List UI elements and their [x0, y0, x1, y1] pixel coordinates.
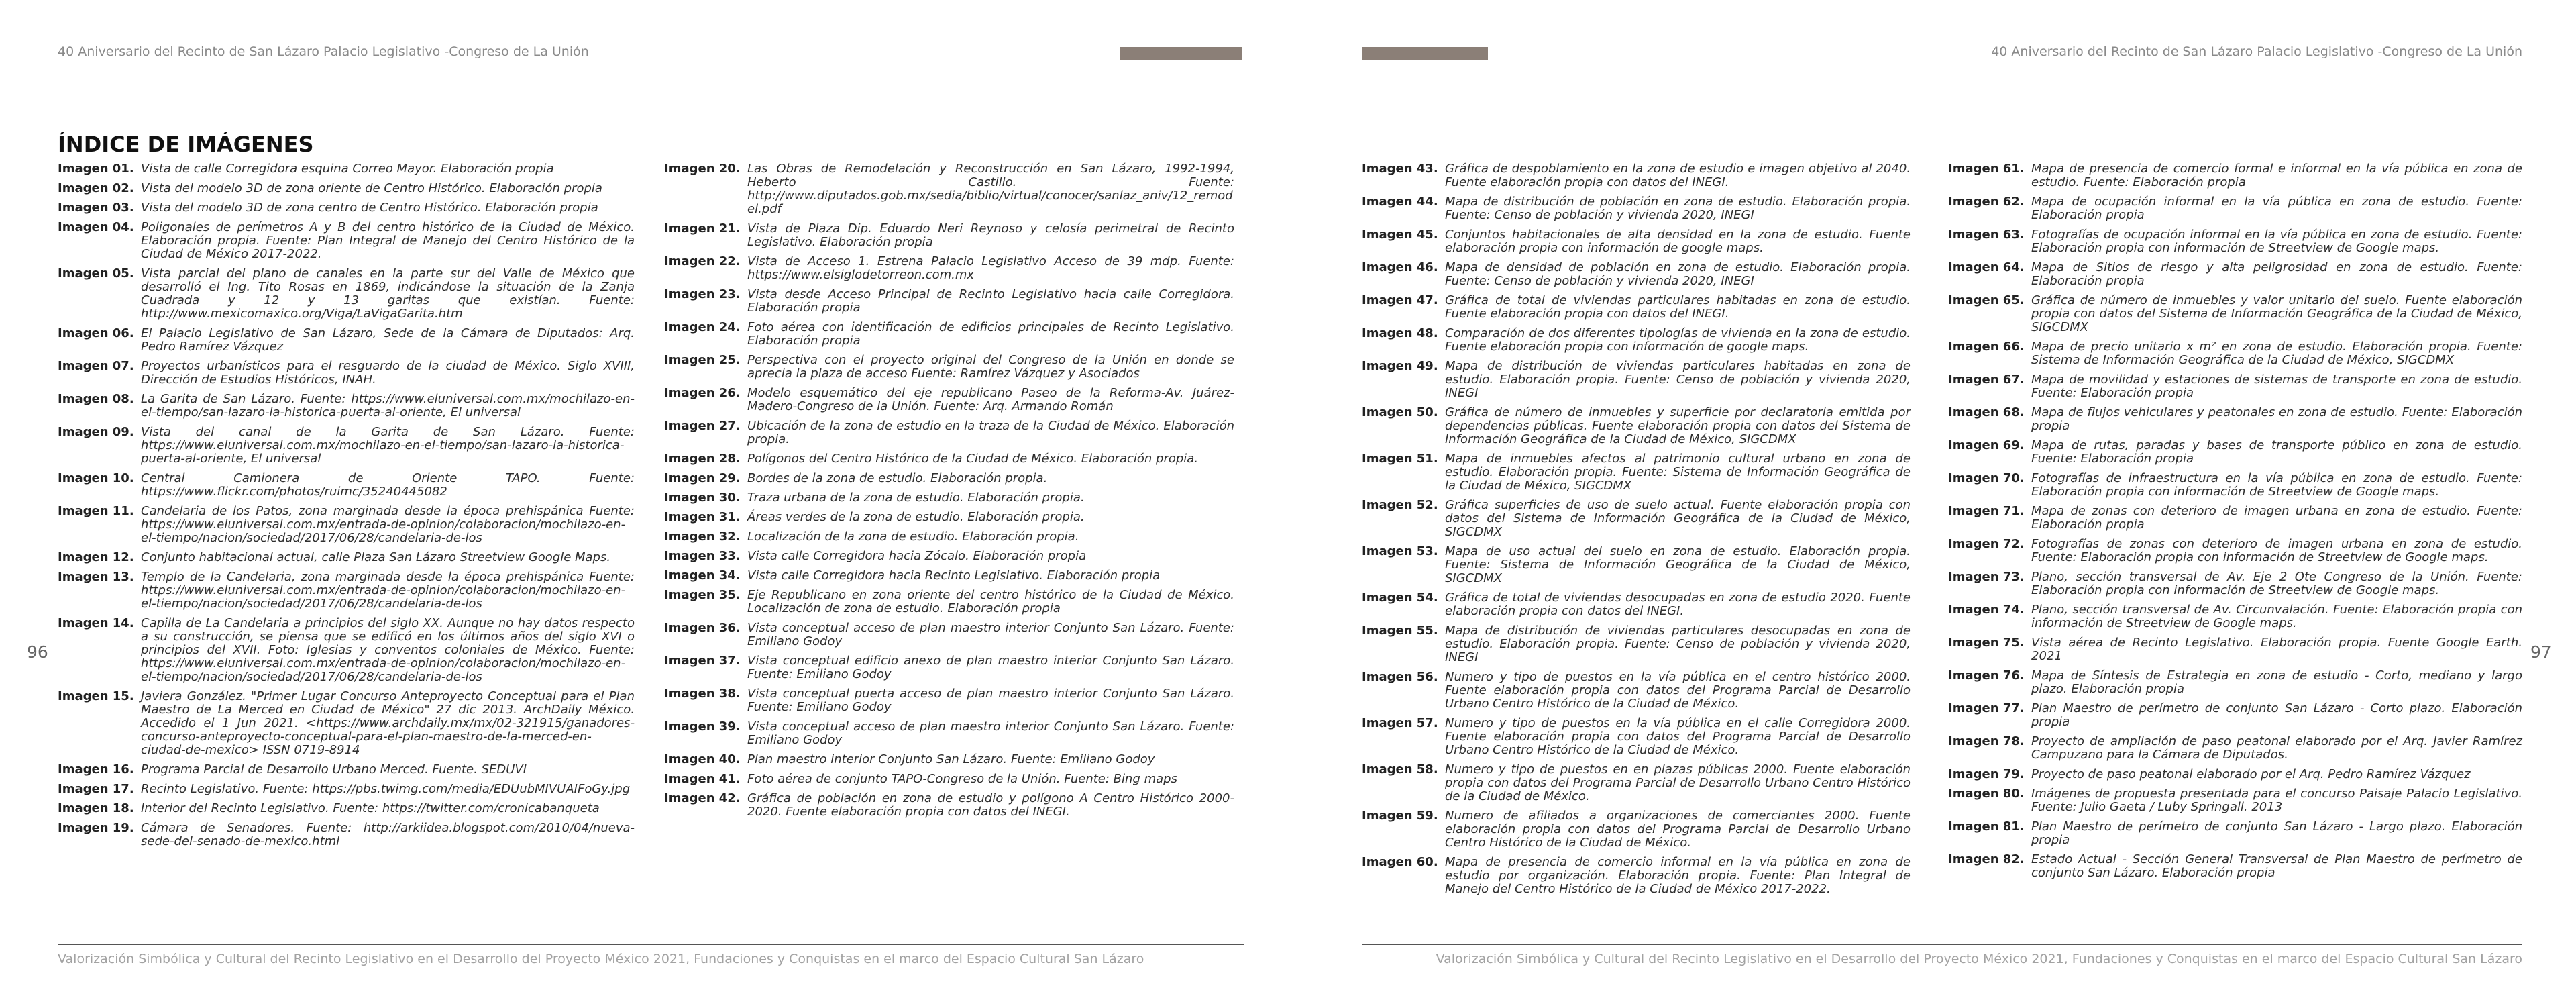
image-number-label: Imagen 74. — [1948, 603, 2025, 617]
image-number-label: Imagen 31. — [664, 510, 741, 524]
image-caption: Foto aérea con identificación de edificios principales de Recinto Legislativo. Elaboración propia — [747, 320, 1234, 348]
image-caption: Mapa de inmuebles afectos al patrimonio cultural urbano en zona de estudio. Elaboración propia. Fuente: Sistema de Información Geográfica de la Ciudad de México, SIGCDMX — [1445, 452, 1911, 493]
image-index-entry — [1948, 340, 2522, 367]
image-number-label: Imagen 51. — [1362, 452, 1438, 466]
image-index-entry — [1948, 538, 2522, 564]
image-number-label: Imagen 69. — [1948, 438, 2025, 452]
image-caption: Interior del Recinto Legislativo. Fuente: https://twitter.com/cronicabanqueta — [141, 801, 600, 815]
image-index-entry — [1948, 228, 2522, 255]
image-index-entry — [58, 426, 635, 466]
image-caption: Perspectiva con el proyecto original del Congreso de la Unión en donde se aprecia la plaza de acceso Fuente: Ramírez Vázquez y Asociados — [747, 353, 1234, 381]
image-number-label: Imagen 07. — [58, 359, 134, 373]
image-caption: Mapa de zonas con deterioro de imagen urbana en zona de estudio. Fuente: Elaboración propia — [2031, 504, 2522, 532]
image-caption: Imágenes de propuesta presentada para el concurso Paisaje Palacio Legislativo. Fuente: Julio Gaeta / Luby Springall. 2013 — [2031, 787, 2522, 814]
image-index-entry — [1362, 499, 1911, 539]
image-caption: Vista conceptual puerta acceso de plan maestro interior Conjunto San Lázaro. Fuente: Emiliano Godoy — [747, 687, 1234, 714]
image-caption: Gráfica superficies de uso de suelo actual. Fuente elaboración propia con datos del Sistema de Información Geográfica de la Ciudad de México, SIGCDMX — [1445, 498, 1911, 539]
image-index-entry — [664, 288, 1234, 315]
image-index-entry — [1948, 162, 2522, 189]
image-index-entry — [1948, 505, 2522, 532]
image-number-label: Imagen 18. — [58, 801, 134, 815]
image-index-entry — [58, 472, 635, 499]
image-index-entry — [1948, 735, 2522, 762]
image-number-label: Imagen 52. — [1362, 498, 1438, 512]
image-caption: Fotografías de infraestructura en la vía pública en zona de estudio. Fuente: Elaboración propia con información de Streetview de Google maps. — [2031, 471, 2522, 499]
image-number-label: Imagen 56. — [1362, 670, 1438, 684]
image-number-label: Imagen 46. — [1362, 260, 1438, 275]
image-index-entry — [664, 773, 1234, 786]
image-caption: Capilla de La Candelaria a principios del siglo XX. Aunque no hay datos respecto a su construcción, se piensa que se edificó en los últimos años del siglo XVI o principios del XVII. Foto: Iglesias y conventos coloniales de México. Fuente: https://www.eluniversal.com.mx/entrada-de-opinion/colaboracion/mochilazo-en-el-tiempo/nacion/sociedad/2017/06/28/candelaria-de-los — [141, 616, 635, 684]
image-index-entry — [58, 617, 635, 684]
image-caption: Las Obras de Remodelación y Reconstrucción en San Lázaro, 1992-1994, Heberto Castillo. Fuente: http://www.diputados.gob.mx/sedia/biblio/virtual/conocer/sanlaz_aniv/12_remodel.pdf — [747, 162, 1234, 216]
image-number-label: Imagen 79. — [1948, 767, 2025, 781]
image-number-label: Imagen 58. — [1362, 762, 1438, 777]
image-index-entry — [664, 255, 1234, 282]
image-number-label: Imagen 78. — [1948, 734, 2025, 748]
image-caption: Plano, sección transversal de Av. Circunvalación. Fuente: Elaboración propia con información de Streetview de Google maps. — [2031, 603, 2522, 630]
image-caption: La Garita de San Lázaro. Fuente: https://www.eluniversal.com.mx/mochilazo-en-el-tiempo/san-lazaro-la-historica-puerta-al-oriente, El universal — [141, 392, 635, 419]
image-number-label: Imagen 65. — [1948, 293, 2025, 307]
image-number-label: Imagen 72. — [1948, 537, 2025, 551]
image-number-label: Imagen 48. — [1362, 326, 1438, 340]
image-index-entry — [664, 792, 1234, 819]
image-index-entry — [664, 569, 1234, 583]
image-number-label: Imagen 59. — [1362, 809, 1438, 823]
image-index-entry — [58, 821, 635, 848]
image-number-label: Imagen 30. — [664, 491, 741, 505]
image-caption: Conjunto habitacional actual, calle Plaza San Lázaro Streetview Google Maps. — [141, 550, 611, 564]
image-index-entry — [664, 550, 1234, 563]
image-caption: Vista del modelo 3D de zona centro de Centro Histórico. Elaboración propia — [141, 201, 598, 215]
image-index-entry — [1362, 406, 1911, 446]
image-index-entry — [1948, 603, 2522, 630]
image-caption: Áreas verdes de la zona de estudio. Elaboración propia. — [747, 510, 1085, 524]
image-caption: Candelaria de los Patos, zona marginada desde la época prehispánica Fuente: https://www.eluniversal.com.mx/entrada-de-opinion/colaboracion/mochilazo-en-el-tiempo/nacion/sociedad/2017/06/28/candelaria-de-los — [141, 504, 635, 545]
image-index-entry — [664, 472, 1234, 485]
running-header: 40 Aniversario del Recinto de San Lázaro Palacio Legislativo -Congreso de La Unión — [58, 44, 589, 59]
image-index-entry — [1362, 228, 1911, 255]
image-index-entry — [664, 654, 1234, 681]
image-number-label: Imagen 41. — [664, 772, 741, 786]
image-number-label: Imagen 60. — [1362, 855, 1438, 869]
image-number-label: Imagen 02. — [58, 181, 134, 195]
image-number-label: Imagen 44. — [1362, 195, 1438, 209]
image-index-column-4 — [1948, 162, 2522, 886]
image-number-label: Imagen 28. — [664, 452, 741, 466]
image-caption: Vista parcial del plano de canales en la parte sur del Valle de México que desarrolló el Ing. Tito Rosas en 1869, indicándose la situación de la Zanja Cuadrada y 12 y 13 garitas que existían. Fuente: http://www.mexicomaxico.org/Viga/LaVigaGarita.htm — [141, 266, 635, 321]
image-caption: Numero y tipo de puestos en la vía pública en el calle Corregidora 2000. Fuente elaboración propia con datos del Programa Parcial de Desarrollo Urbano Centro Histórico de la Ciudad de México. — [1445, 716, 1911, 757]
image-caption: Mapa de Síntesis de Estrategia en zona de estudio - Corto, mediano y largo plazo. Elaboración propia — [2031, 668, 2522, 696]
image-number-label: Imagen 08. — [58, 392, 134, 406]
image-number-label: Imagen 29. — [664, 471, 741, 485]
image-index-entry — [664, 621, 1234, 648]
image-index-entry — [58, 182, 635, 195]
image-caption: Conjuntos habitacionales de alta densidad en la zona de estudio. Fuente elaboración propia con información de google maps. — [1445, 228, 1911, 255]
image-index-entry — [58, 162, 635, 176]
image-caption: Mapa de presencia de comercio informal en la vía pública en zona de estudio por organización. Elaboración propia. Fuente: Plan Integral de Manejo del Centro Histórico de la Ciudad de México 2017-2022. — [1445, 855, 1911, 896]
image-number-label: Imagen 40. — [664, 752, 741, 766]
image-index-entry — [58, 221, 635, 261]
header-bar — [1120, 47, 1242, 60]
image-index-entry — [1948, 472, 2522, 499]
image-index-entry — [1362, 624, 1911, 664]
image-number-label: Imagen 75. — [1948, 636, 2025, 650]
image-index-entry — [58, 505, 635, 545]
image-number-label: Imagen 53. — [1362, 544, 1438, 558]
image-number-label: Imagen 54. — [1362, 591, 1438, 605]
image-caption: Mapa de precio unitario x m² en zona de estudio. Elaboración propia. Fuente: Sistema de Información Geográfica de la Ciudad de México, SIGCDMX — [2031, 340, 2522, 367]
image-caption: Proyecto de ampliación de paso peatonal elaborado por el Arq. Javier Ramírez Campuzano para la Cámara de Diputados. — [2031, 734, 2522, 762]
image-index-entry — [664, 354, 1234, 381]
image-caption: Gráfica de despoblamiento en la zona de estudio e imagen objetivo al 2040. Fuente elaboración propia con datos del INEGI. — [1445, 162, 1911, 189]
image-caption: Mapa de ocupación informal en la vía pública en zona de estudio. Fuente: Elaboración propia — [2031, 195, 2522, 222]
image-number-label: Imagen 17. — [58, 782, 134, 796]
image-caption: Estado Actual - Sección General Transversal de Plan Maestro de perímetro de conjunto San Lázaro. Elaboración propia — [2031, 852, 2522, 880]
image-index-entry — [1362, 162, 1911, 189]
page-number: 96 — [27, 642, 48, 662]
image-caption: Gráfica de número de inmuebles y valor unitario del suelo. Fuente elaboración propia con datos del Sistema de Información Geográfica de la Ciudad de México, SIGCDMX — [2031, 293, 2522, 334]
image-caption: Recinto Legislativo. Fuente: https://pbs.twimg.com/media/EDUubMIVUAIFoGy.jpg — [141, 782, 631, 796]
image-index-entry — [1362, 261, 1911, 288]
image-caption: Poligonales de perímetros A y B del centro histórico de la Ciudad de México. Elaboración propia. Fuente: Plan Integral de Manejo del Centro Histórico de la Ciudad de México 2017-2022. — [141, 220, 635, 261]
image-caption: Gráfica de número de inmuebles y superficie por declaratoria emitida por dependencias públicas. Fuente elaboración propia con datos del Sistema de Información Geográfica de la Ciudad de México, SIGCDMX — [1445, 405, 1911, 446]
image-caption: Localización de la zona de estudio. Elaboración propia. — [747, 530, 1079, 544]
image-index-entry — [664, 162, 1234, 216]
image-number-label: Imagen 81. — [1948, 819, 2025, 834]
image-number-label: Imagen 25. — [664, 353, 741, 367]
image-index-entry — [664, 753, 1234, 766]
image-number-label: Imagen 32. — [664, 530, 741, 544]
image-number-label: Imagen 62. — [1948, 195, 2025, 209]
image-number-label: Imagen 80. — [1948, 787, 2025, 801]
image-number-label: Imagen 21. — [664, 221, 741, 236]
image-number-label: Imagen 09. — [58, 425, 134, 439]
image-index-entry — [58, 360, 635, 387]
image-index-entry — [1948, 195, 2522, 222]
image-index-entry — [664, 491, 1234, 505]
image-number-label: Imagen 67. — [1948, 372, 2025, 387]
image-number-label: Imagen 13. — [58, 570, 134, 584]
image-number-label: Imagen 11. — [58, 504, 134, 518]
image-caption: Gráfica de total de viviendas particulares habitadas en zona de estudio. Fuente elaboración propia con datos del INEGI. — [1445, 293, 1911, 321]
image-number-label: Imagen 15. — [58, 689, 134, 703]
image-number-label: Imagen 82. — [1948, 852, 2025, 866]
image-index-entry — [58, 327, 635, 354]
image-number-label: Imagen 33. — [664, 549, 741, 563]
image-index-entry — [664, 321, 1234, 348]
image-caption: Mapa de movilidad y estaciones de sistemas de transporte en zona de estudio. Fuente: Elaboración propia — [2031, 372, 2522, 400]
image-number-label: Imagen 05. — [58, 266, 134, 281]
image-number-label: Imagen 34. — [664, 568, 741, 583]
image-caption: Mapa de distribución de viviendas particulares habitadas en zona de estudio. Elaboración propia. Fuente: Censo de población y vivienda 2020, INEGI — [1445, 359, 1911, 400]
image-number-label: Imagen 42. — [664, 791, 741, 805]
image-caption: Vista conceptual acceso de plan maestro interior Conjunto San Lázaro. Fuente: Emiliano Godoy — [747, 719, 1234, 747]
image-index-entry — [1948, 853, 2522, 880]
image-number-label: Imagen 68. — [1948, 405, 2025, 419]
image-number-label: Imagen 50. — [1362, 405, 1438, 419]
image-index-entry — [664, 687, 1234, 714]
image-index-entry — [1362, 856, 1911, 896]
image-index-column-2 — [664, 162, 1234, 825]
image-index-entry — [1948, 669, 2522, 696]
image-caption: Ubicación de la zona de estudio en la traza de la Ciudad de México. Elaboración propia. — [747, 419, 1234, 446]
image-index-entry — [1362, 591, 1911, 618]
image-caption: El Palacio Legislativo de San Lázaro, Sede de la Cámara de Diputados: Arq. Pedro Ramírez Vázquez — [141, 326, 635, 354]
image-index-entry — [1948, 439, 2522, 466]
image-caption: Mapa de flujos vehiculares y peatonales en zona de estudio. Fuente: Elaboración propia — [2031, 405, 2522, 433]
image-index-column-1 — [58, 162, 635, 854]
image-index-entry — [1362, 360, 1911, 400]
image-caption: Comparación de dos diferentes tipologías de vivienda en la zona de estudio. Fuente elaboración propia con información de google maps. — [1445, 326, 1911, 354]
running-header: 40 Aniversario del Recinto de San Lázaro Palacio Legislativo -Congreso de La Unión — [1991, 44, 2522, 59]
image-caption: Modelo esquemático del eje republicano Paseo de la Reforma-Av. Juárez-Madero-Congreso de la Unión. Fuente: Arq. Armando Román — [747, 386, 1234, 413]
image-index-entry — [1948, 261, 2522, 288]
image-caption: Gráfica de población en zona de estudio y polígono A Centro Histórico 2000-2020. Fuente elaboración propia con datos del INEGI. — [747, 791, 1234, 819]
image-number-label: Imagen 39. — [664, 719, 741, 734]
image-number-label: Imagen 55. — [1362, 624, 1438, 638]
image-caption: Vista conceptual edificio anexo de plan maestro interior Conjunto San Lázaro. Fuente: Emiliano Godoy — [747, 654, 1234, 681]
image-number-label: Imagen 47. — [1362, 293, 1438, 307]
image-number-label: Imagen 19. — [58, 821, 134, 835]
image-caption: Mapa de rutas, paradas y bases de transporte público en zona de estudio. Fuente: Elaboración propia — [2031, 438, 2522, 466]
image-caption: Vista del canal de la Garita de San Lázaro. Fuente: https://www.eluniversal.com.mx/mochilazo-en-el-tiempo/san-lazaro-la-historica-puerta-al-oriente, El universal — [141, 425, 635, 466]
image-index-entry — [1948, 768, 2522, 781]
image-number-label: Imagen 64. — [1948, 260, 2025, 275]
image-caption: Vista de Plaza Dip. Eduardo Neri Reynoso y celosía perimetral de Recinto Legislativo. Elaboración propia — [747, 221, 1234, 249]
image-caption: Vista de calle Corregidora esquina Correo Mayor. Elaboración propia — [141, 162, 554, 176]
image-number-label: Imagen 37. — [664, 654, 741, 668]
image-index-entry — [58, 763, 635, 777]
image-index-entry — [58, 551, 635, 564]
image-number-label: Imagen 12. — [58, 550, 134, 564]
image-index-entry — [1362, 717, 1911, 757]
image-index-entry — [58, 570, 635, 611]
image-caption: Proyectos urbanísticos para el resguardo de la ciudad de México. Siglo XVIII, Dirección de Estudios Históricos, INAH. — [141, 359, 635, 387]
image-index-entry — [664, 419, 1234, 446]
image-index-entry — [58, 201, 635, 215]
image-index-entry — [58, 267, 635, 321]
image-index-entry — [1948, 406, 2522, 433]
image-index-entry — [664, 387, 1234, 413]
image-number-label: Imagen 63. — [1948, 228, 2025, 242]
image-number-label: Imagen 38. — [664, 687, 741, 701]
image-number-label: Imagen 76. — [1948, 668, 2025, 683]
image-caption: Vista de Acceso 1. Estrena Palacio Legislativo Acceso de 39 mdp. Fuente: https://www.elsiglodetorreon.com.mx — [747, 254, 1234, 282]
image-index-entry — [664, 511, 1234, 524]
image-caption: Javiera González. "Primer Lugar Concurso Anteproyecto Conceptual para el Plan Maestro de La Merced en Ciudad de México" 27 dic 2013. ArchDaily México. Accedido el 1 Jun 2021. <https://www.archdaily.mx/mx/02-321915/ganadores-concurso-anteproyecto-conceptual-para-el-plan-maestro-de-la-merced-en-ciudad-de-mexico> ISSN 0719-8914 — [141, 689, 635, 757]
image-caption: Templo de la Candelaria, zona marginada desde la época prehispánica Fuente: https://www.eluniversal.com.mx/entrada-de-opinion/colaboracion/mochilazo-en-el-tiempo/nacion/sociedad/2017/06/28/candelaria-de-los — [141, 570, 635, 611]
image-caption: Fotografías de zonas con deterioro de imagen urbana en zona de estudio. Fuente: Elaboración propia con información de Streetview de Google maps. — [2031, 537, 2522, 564]
image-number-label: Imagen 16. — [58, 762, 134, 777]
image-number-label: Imagen 10. — [58, 471, 134, 485]
image-index-entry — [1948, 294, 2522, 334]
image-caption: Numero de afiliados a organizaciones de comerciantes 2000. Fuente elaboración propia con datos del Programa Parcial de Desarrollo Urbano Centro Histórico de la Ciudad de México. — [1445, 809, 1911, 850]
image-index-entry — [58, 393, 635, 419]
image-number-label: Imagen 26. — [664, 386, 741, 400]
image-caption: Gráfica de total de viviendas desocupadas en zona de estudio 2020. Fuente elaboración propia con datos del INEGI. — [1445, 591, 1911, 618]
image-number-label: Imagen 71. — [1948, 504, 2025, 518]
image-index-entry — [1948, 373, 2522, 400]
image-caption: Fotografías de ocupación informal en la vía pública en zona de estudio. Fuente: Elaboración propia con información de Streetview de Google maps. — [2031, 228, 2522, 255]
image-index-entry — [1948, 636, 2522, 663]
image-number-label: Imagen 57. — [1362, 716, 1438, 730]
image-index-entry — [1362, 195, 1911, 222]
image-caption: Eje Republicano en zona oriente del centro histórico de la Ciudad de México. Localización de zona de estudio. Elaboración propia — [747, 588, 1234, 615]
image-number-label: Imagen 04. — [58, 220, 134, 234]
image-number-label: Imagen 06. — [58, 326, 134, 340]
image-number-label: Imagen 36. — [664, 621, 741, 635]
image-index-entry — [664, 222, 1234, 249]
image-number-label: Imagen 22. — [664, 254, 741, 268]
image-number-label: Imagen 43. — [1362, 162, 1438, 176]
image-caption: Plan maestro interior Conjunto San Lázaro. Fuente: Emiliano Godoy — [747, 752, 1155, 766]
image-caption: Mapa de uso actual del suelo en zona de estudio. Elaboración propia. Fuente: Sistema de Información Geográfica de la Ciudad de México, SIGCDMX — [1445, 544, 1911, 585]
image-caption: Numero y tipo de puestos en en plazas públicas 2000. Fuente elaboración propia con datos del Programa Parcial de Desarrollo Urbano Centro Histórico de la Ciudad de México. — [1445, 762, 1911, 803]
image-number-label: Imagen 77. — [1948, 701, 2025, 715]
image-number-label: Imagen 23. — [664, 287, 741, 301]
image-index-entry — [664, 530, 1234, 544]
image-caption: Proyecto de paso peatonal elaborado por el Arq. Pedro Ramírez Vázquez — [2031, 767, 2471, 781]
image-caption: Programa Parcial de Desarrollo Urbano Merced. Fuente. SEDUVI — [141, 762, 527, 777]
image-caption: Mapa de presencia de comercio formal e informal en la vía pública en zona de estudio. Fuente: Elaboración propia — [2031, 162, 2522, 189]
image-caption: Plan Maestro de perímetro de conjunto San Lázaro - Corto plazo. Elaboración propia — [2031, 701, 2522, 729]
image-caption: Mapa de Sitios de riesgo y alta peligrosidad en zona de estudio. Fuente: Elaboración propia — [2031, 260, 2522, 288]
image-index-entry — [58, 690, 635, 757]
image-number-label: Imagen 20. — [664, 162, 741, 176]
image-number-label: Imagen 61. — [1948, 162, 2025, 176]
header-bar — [1362, 47, 1488, 60]
image-caption: Mapa de distribución de viviendas particulares desocupadas en zona de estudio. Elaboración propia. Fuente: Censo de población y vivienda 2020, INEGI — [1445, 624, 1911, 664]
image-caption: Numero y tipo de puestos en la vía pública en el centro histórico 2000. Fuente elaboración propia con datos del Programa Parcial de Desarrollo Urbano Centro Histórico de la Ciudad de México. — [1445, 670, 1911, 711]
section-title: ÍNDICE DE IMÁGENES — [58, 132, 314, 157]
image-index-entry — [664, 452, 1234, 466]
image-caption: Bordes de la zona de estudio. Elaboración propia. — [747, 471, 1048, 485]
image-caption: Polígonos del Centro Histórico de la Ciudad de México. Elaboración propia. — [747, 452, 1199, 466]
image-index-entry — [1362, 327, 1911, 354]
image-number-label: Imagen 45. — [1362, 228, 1438, 242]
image-caption: Central Camionera de Oriente TAPO. Fuente: https://www.flickr.com/photos/ruimc/35240445082 — [141, 471, 635, 499]
image-number-label: Imagen 49. — [1362, 359, 1438, 373]
image-caption: Vista aérea de Recinto Legislativo. Elaboración propia. Fuente Google Earth. 2021 — [2031, 636, 2522, 663]
image-index-column-3 — [1362, 162, 1911, 902]
image-index-entry — [1948, 702, 2522, 729]
running-footer: Valorización Simbólica y Cultural del Recinto Legislativo en el Desarrollo del Proyecto México 2021, Fundaciones y Conquistas en el marco del Espacio Cultural San Lázaro — [1436, 952, 2522, 966]
image-number-label: Imagen 66. — [1948, 340, 2025, 354]
image-index-entry — [1362, 809, 1911, 850]
image-index-entry — [58, 783, 635, 796]
image-number-label: Imagen 70. — [1948, 471, 2025, 485]
image-caption: Mapa de densidad de población en zona de estudio. Elaboración propia. Fuente: Censo de población y vivienda 2020, INEGI — [1445, 260, 1911, 288]
page-number: 97 — [2530, 642, 2552, 662]
image-caption: Foto aérea de conjunto TAPO-Congreso de la Unión. Fuente: Bing maps — [747, 772, 1177, 786]
right-page — [1288, 0, 2576, 996]
image-caption: Vista desde Acceso Principal de Recinto Legislativo hacia calle Corregidora. Elaboración propia — [747, 287, 1234, 315]
image-number-label: Imagen 35. — [664, 588, 741, 602]
image-number-label: Imagen 73. — [1948, 570, 2025, 584]
image-index-entry — [1362, 294, 1911, 321]
footer-rule — [58, 944, 1244, 945]
image-number-label: Imagen 01. — [58, 162, 134, 176]
image-number-label: Imagen 14. — [58, 616, 134, 630]
image-index-entry — [664, 720, 1234, 747]
image-index-entry — [664, 589, 1234, 615]
image-index-entry — [1362, 763, 1911, 803]
image-caption: Vista del modelo 3D de zona oriente de Centro Histórico. Elaboración propia — [141, 181, 602, 195]
footer-rule — [1362, 944, 2522, 945]
image-number-label: Imagen 24. — [664, 320, 741, 334]
image-caption: Mapa de distribución de población en zona de estudio. Elaboración propia. Fuente: Censo de población y vivienda 2020, INEGI — [1445, 195, 1911, 222]
image-caption: Plan Maestro de perímetro de conjunto San Lázaro - Largo plazo. Elaboración propia — [2031, 819, 2522, 847]
image-index-entry — [1948, 570, 2522, 597]
image-index-entry — [58, 802, 635, 815]
image-number-label: Imagen 03. — [58, 201, 134, 215]
image-caption: Vista calle Corregidora hacia Recinto Legislativo. Elaboración propia — [747, 568, 1161, 583]
image-index-entry — [1362, 670, 1911, 711]
image-number-label: Imagen 27. — [664, 419, 741, 433]
image-caption: Vista conceptual acceso de plan maestro interior Conjunto San Lázaro. Fuente: Emiliano Godoy — [747, 621, 1234, 648]
image-index-entry — [1948, 820, 2522, 847]
image-caption: Plano, sección transversal de Av. Eje 2 Ote Congreso de la Unión. Fuente: Elaboración propia con información de Streetview de Google maps. — [2031, 570, 2522, 597]
image-index-entry — [1362, 545, 1911, 585]
image-index-entry — [1948, 787, 2522, 814]
image-index-entry — [1362, 452, 1911, 493]
image-caption: Traza urbana de la zona de estudio. Elaboración propia. — [747, 491, 1085, 505]
image-caption: Cámara de Senadores. Fuente: http://arkiidea.blogspot.com/2010/04/nueva-sede-del-senado-de-mexico.html — [141, 821, 635, 848]
running-footer: Valorización Simbólica y Cultural del Recinto Legislativo en el Desarrollo del Proyecto México 2021, Fundaciones y Conquistas en el marco del Espacio Cultural San Lázaro — [58, 952, 1144, 966]
image-caption: Vista calle Corregidora hacia Zócalo. Elaboración propia — [747, 549, 1087, 563]
